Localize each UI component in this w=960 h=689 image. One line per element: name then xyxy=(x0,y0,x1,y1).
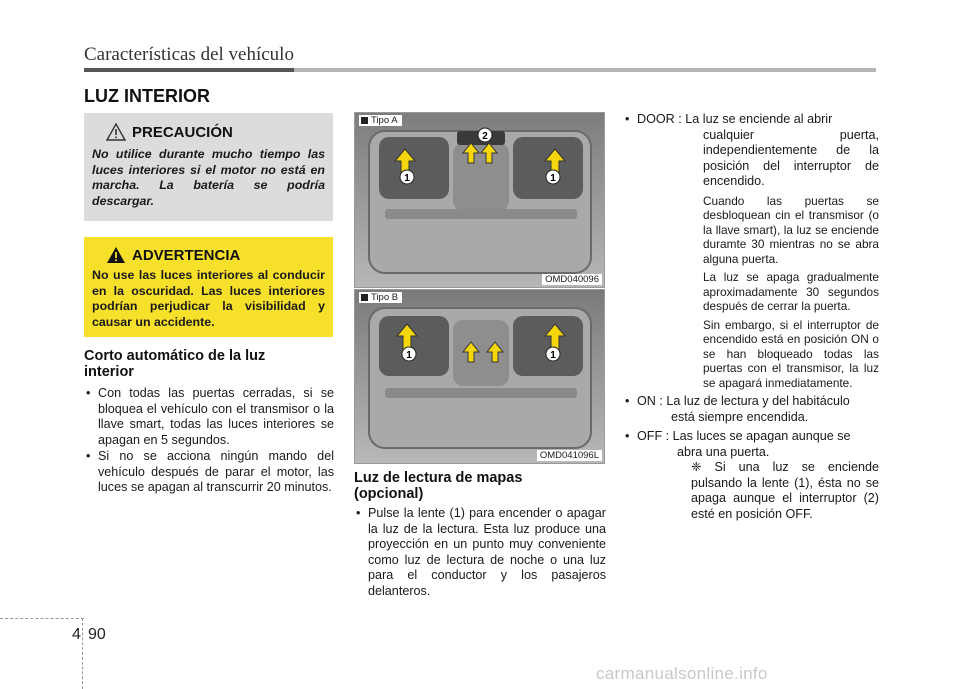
switch-modes-column xyxy=(625,112,879,522)
door-p3: La luz se apaga gradualmente aproximadamente 30 segundos después de cerrar la puerta. xyxy=(703,270,879,313)
page-header-title: Características del vehículo xyxy=(84,44,294,65)
type-a-code: OMD040096 xyxy=(542,274,602,285)
type-a-label xyxy=(359,115,402,126)
overhead-console-b-illustration xyxy=(355,290,605,464)
warning-triangle-icon xyxy=(106,246,126,264)
auto-cutoff-title-line2: interior xyxy=(84,364,134,380)
square-bullet-icon xyxy=(361,294,368,301)
type-b-label-text: Tipo B xyxy=(371,292,399,303)
warning-title: ADVERTENCIA xyxy=(132,246,241,264)
photo-type-a xyxy=(354,112,605,288)
door-p4: Sin embargo, si el interruptor de encendido está en posición ON o se han bloqueado todas las puertas con el transmisor, la luz se apagará inmediatamente. xyxy=(703,317,879,390)
on-line1: • ON : La luz de lectura y del habitáculo xyxy=(637,394,850,408)
map-light-title-line2: (opcional) xyxy=(354,486,424,502)
callout-2: 2 xyxy=(482,131,488,142)
auto-cutoff-list xyxy=(86,386,334,497)
overhead-console-a-illustration xyxy=(355,113,605,288)
on-cont: está siempre encendida. xyxy=(671,409,809,424)
caution-triangle-icon xyxy=(106,123,126,141)
warning-box xyxy=(84,237,333,337)
page-number: 90 xyxy=(88,626,106,643)
map-light-list xyxy=(356,506,606,600)
door-mode xyxy=(625,112,879,390)
caution-text: No utilice durante mucho tiempo las luces interiores si el motor no está en marcha. La batería se podría descargar. xyxy=(92,147,325,208)
on-mode xyxy=(625,394,879,425)
callout-1-right: 1 xyxy=(550,173,556,184)
list-item: • Si no se acciona ningún mando del vehículo después de parar el motor, las luces se apagan al transcurrir 20 minutos. xyxy=(86,449,334,496)
door-p2: Cuando las puertas se desbloquean cin el transmisor (o la llave smart), la luz se enciende duramte 30 mientras no se abra alguna puerta. xyxy=(703,193,879,266)
caution-box xyxy=(84,113,333,221)
square-bullet-icon xyxy=(361,117,368,124)
section-title: LUZ INTERIOR xyxy=(84,86,210,106)
off-note: ❈ Si una luz se enciende pulsando la lente (1), ésta no se apaga aunque el interruptor (2) esté en posición OFF. xyxy=(691,460,879,521)
map-light-title-line1: Luz de lectura de mapas xyxy=(354,470,523,486)
map-light-title xyxy=(354,470,606,502)
photo-type-b xyxy=(354,289,605,464)
header-rule-accent xyxy=(84,68,294,72)
footer-rule xyxy=(0,618,84,619)
callout-1-left: 1 xyxy=(404,173,410,184)
type-b-code: OMD041096L xyxy=(537,450,602,461)
footer-divider xyxy=(82,618,83,689)
off-mode xyxy=(625,429,879,522)
list-item: • Con todas las puertas cerradas, si se bloquea el vehículo con el transmisor o la llave smart, todas las luces interiores se apagan en 5 segundos. xyxy=(86,386,334,448)
watermark: carmanualsonline.info xyxy=(596,664,768,683)
callout-1-left-b: 1 xyxy=(406,350,412,361)
type-b-label xyxy=(359,292,402,303)
door-cont: cualquier puerta, independientemente de la posición del interruptor de encendido. xyxy=(703,127,879,188)
callout-1-right-b: 1 xyxy=(550,350,556,361)
auto-cutoff-title-line1: Corto automático de la luz xyxy=(84,348,266,364)
door-line1: • DOOR : La luz se enciende al abrir xyxy=(637,112,833,126)
off-line1: • OFF : Las luces se apagan aunque se xyxy=(637,429,851,443)
type-a-label-text: Tipo A xyxy=(371,115,398,126)
warning-text: No use las luces interiores al conducir en la oscuridad. Las luces interiores podrían perjudicar la visibilidad y causar un accidente. xyxy=(92,268,325,329)
list-item: • Pulse la lente (1) para encender o apagar la luz de la lectura. Esta luz produce una proyección en un punto muy conveniente como luz de lectura de noche o una luz para el conductor y los pasajeros delanteros. xyxy=(356,506,606,599)
caution-title: PRECAUCIÓN xyxy=(132,123,233,141)
off-cont: abra una puerta. xyxy=(677,444,770,459)
chapter-number: 4 xyxy=(72,626,81,643)
auto-cutoff-title xyxy=(84,348,334,380)
